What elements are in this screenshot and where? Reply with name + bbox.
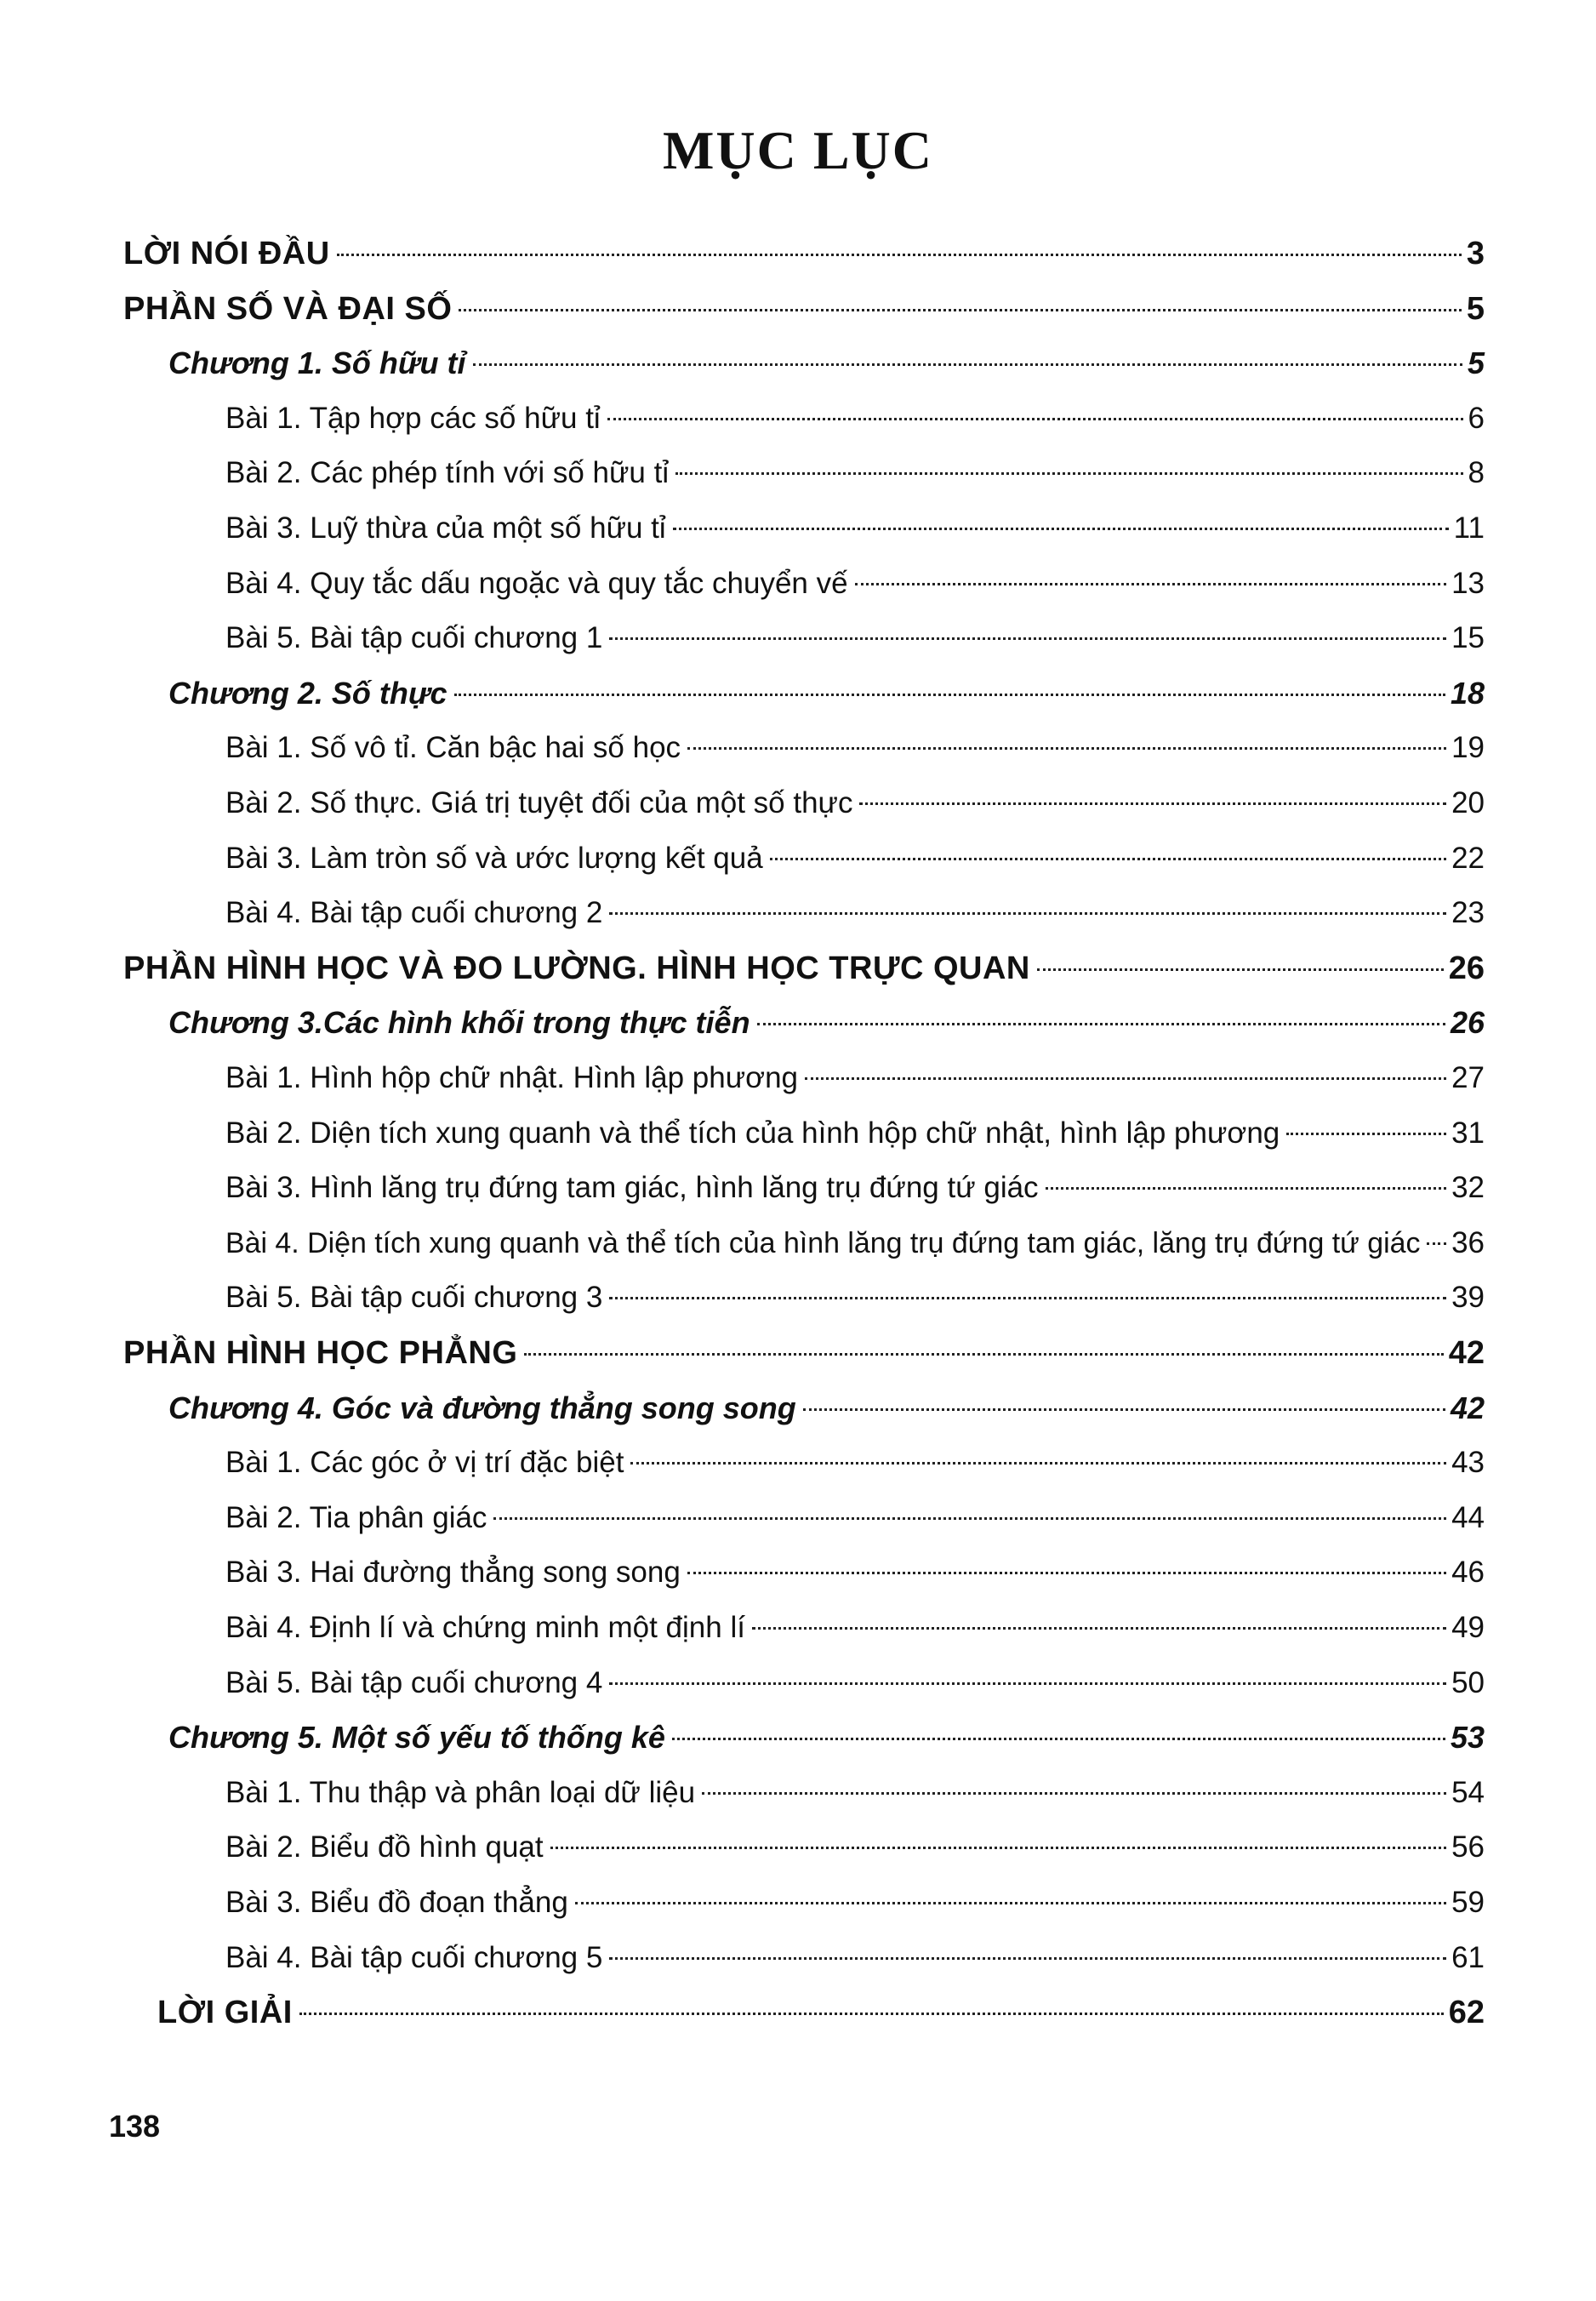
toc-entry-page: 50 [1451,1665,1485,1699]
dot-leader [575,1902,1446,1904]
toc-entry-label: Bài 3. Hai đường thẳng song song [225,1556,681,1590]
toc-part-entry[interactable] [157,1989,1485,2036]
toc-lesson-entry[interactable] [225,889,1485,937]
toc-entry-label: Bài 3. Làm tròn số và ước lượng kết quả [225,841,763,875]
dot-leader [687,1572,1446,1574]
dot-leader [454,694,1445,696]
dot-leader [473,363,1462,366]
dot-leader [752,1627,1446,1630]
dot-leader [609,1957,1446,1960]
dot-leader [1427,1242,1446,1245]
toc-entry-page: 3 [1466,236,1485,271]
toc-entry-page: 42 [1448,1335,1485,1371]
toc-entry-label: Bài 2. Tia phân giác [225,1500,487,1534]
toc-entry-label: Bài 4. Quy tắc dấu ngoặc và quy tắc chuyển vế [225,566,848,600]
toc-entry-page: 15 [1451,621,1485,655]
toc-lesson-entry[interactable] [225,1549,1485,1596]
toc-lesson-entry[interactable] [225,1494,1485,1542]
dot-leader [459,309,1461,311]
toc-entry-page: 32 [1451,1171,1485,1205]
toc-entry-label: Bài 5. Bài tập cuối chương 4 [225,1665,603,1699]
dot-leader [524,1353,1443,1356]
toc-lesson-entry[interactable] [225,1274,1485,1322]
toc-lesson-entry[interactable] [225,1110,1485,1157]
toc-entry-page: 11 [1453,511,1485,545]
toc-entry-page: 26 [1448,950,1485,986]
toc-entry-page: 26 [1450,1005,1485,1041]
toc-part-entry[interactable] [123,285,1485,333]
toc-lesson-entry[interactable] [225,1054,1485,1102]
dot-leader [337,254,1462,256]
toc-entry-label: Chương 5. Một số yếu tố thống kê [168,1720,665,1756]
toc-lesson-entry[interactable] [225,560,1485,608]
dot-leader [630,1462,1446,1465]
dot-leader [493,1517,1446,1520]
toc-entry-page: 19 [1451,731,1485,765]
toc-entry-label: Chương 3.Các hình khối trong thực tiễn [168,1005,750,1041]
toc-entry-page: 18 [1450,675,1485,711]
toc-entry-label: Chương 1. Số hữu tỉ [168,345,466,381]
toc-entry-label: Bài 2. Diện tích xung quanh và thể tích của hình hộp chữ nhật, hình lập phương [225,1116,1280,1150]
toc-entry-label: Bài 1. Tập hợp các số hữu tỉ [225,401,601,435]
toc-entry-page: 61 [1451,1940,1485,1974]
dot-leader [299,2013,1444,2015]
toc-entry-label: PHẦN HÌNH HỌC PHẲNG [123,1335,518,1371]
toc-lesson-entry[interactable] [225,1824,1485,1871]
toc-entry-label: Bài 2. Số thực. Giá trị tuyệt đối của một số thực [225,786,853,819]
toc-entry-page: 27 [1451,1061,1485,1094]
dot-leader [1037,968,1444,971]
dot-leader [609,1297,1446,1299]
toc-chapter-entry[interactable] [168,1385,1485,1432]
dot-leader [609,912,1446,915]
toc-lesson-entry[interactable] [225,1219,1485,1267]
toc-entry-page: 22 [1451,841,1485,875]
toc-entry-label: Bài 2. Biểu đồ hình quạt [225,1830,544,1864]
toc-entry-page: 36 [1451,1225,1485,1259]
toc-lesson-entry[interactable] [225,1439,1485,1487]
dot-leader [803,1408,1445,1411]
toc-entry-page: 54 [1451,1775,1485,1809]
toc-entry-page: 44 [1451,1500,1485,1534]
toc-entry-page: 8 [1468,456,1485,490]
toc-entry-page: 42 [1450,1390,1485,1425]
toc-entry-page: 23 [1451,896,1485,930]
toc-entry-page: 5 [1466,290,1485,327]
toc-part-entry[interactable] [123,230,1485,277]
toc-lesson-entry[interactable] [225,505,1485,552]
toc-entry-label: Bài 2. Các phép tính với số hữu tỉ [225,456,670,490]
toc-part-entry[interactable] [123,945,1485,992]
toc-entry-label: Bài 1. Số vô tỉ. Căn bậc hai số học [225,731,681,765]
dot-leader [1046,1187,1447,1190]
dot-leader [609,637,1446,640]
toc-lesson-entry[interactable] [225,395,1485,442]
toc-entry-label: Bài 4. Diện tích xung quanh và thể tích của hình lăng trụ đứng tam giác, lăng trụ đứng tứ giác [225,1226,1421,1259]
dot-leader [550,1847,1446,1849]
toc-chapter-entry[interactable] [168,999,1485,1047]
toc-chapter-entry[interactable] [168,340,1485,387]
toc-entry-page: 49 [1451,1611,1485,1644]
toc-lesson-entry[interactable] [225,614,1485,662]
toc-entry-page: 31 [1451,1116,1485,1150]
dot-leader [1286,1133,1446,1135]
toc-entry-label: Bài 4. Định lí và chứng minh một định lí [225,1611,745,1644]
dot-leader [859,802,1446,805]
dot-leader [672,1738,1445,1740]
toc-entry-label: Bài 5. Bài tập cuối chương 1 [225,621,603,655]
toc-entry-label: LỜI NÓI ĐẦU [123,236,330,271]
toc-lesson-entry[interactable] [225,1934,1485,1982]
toc-entry-page: 20 [1451,786,1485,819]
toc-entry-page: 13 [1451,566,1485,600]
toc-entry-label: Bài 3. Biểu đồ đoạn thẳng [225,1886,568,1919]
toc-part-entry[interactable] [123,1329,1485,1377]
toc-entry-page: 59 [1451,1886,1485,1919]
dot-leader [770,858,1446,860]
toc-lesson-entry[interactable] [225,1604,1485,1652]
dot-leader [757,1023,1445,1025]
dot-leader [609,1682,1446,1685]
dot-leader [805,1077,1446,1080]
dot-leader [607,418,1463,420]
toc-lesson-entry[interactable] [225,1659,1485,1707]
toc-entry-page: 43 [1451,1446,1485,1480]
toc-entry-label: Bài 3. Luỹ thừa của một số hữu tỉ [225,511,666,545]
toc-entry-label: PHẦN SỐ VÀ ĐẠI SỐ [123,290,453,327]
toc-entry-label: Chương 2. Số thực [168,675,447,711]
dot-leader [702,1792,1446,1795]
toc-entry-page: 56 [1451,1830,1485,1864]
toc-entry-label: LỜI GIẢI [157,1995,293,2031]
toc-lesson-entry[interactable] [225,449,1485,497]
toc-entry-label: Bài 1. Hình hộp chữ nhật. Hình lập phương [225,1061,799,1094]
toc-entry-label: Bài 3. Hình lăng trụ đứng tam giác, hình lăng trụ đứng tứ giác [225,1171,1039,1205]
toc-chapter-entry[interactable] [168,670,1485,717]
toc-lesson-entry[interactable] [225,1769,1485,1817]
toc-lesson-entry[interactable] [225,835,1485,882]
toc-entry-label: Bài 1. Các góc ở vị trí đặc biệt [225,1446,624,1480]
page-title: MỤC LỤC [663,120,933,180]
toc-lesson-entry[interactable] [225,779,1485,827]
toc-entry-label: Bài 4. Bài tập cuối chương 5 [225,1940,603,1974]
toc-entry-label: Bài 4. Bài tập cuối chương 2 [225,896,603,930]
toc-entry-label: Bài 5. Bài tập cuối chương 3 [225,1281,603,1315]
toc-entry-page: 62 [1448,1995,1485,2031]
page-number: 138 [109,2109,161,2144]
toc-lesson-entry[interactable] [225,1879,1485,1927]
toc-entry-label: Bài 1. Thu thập và phân loại dữ liệu [225,1775,696,1809]
dot-leader [687,747,1446,750]
toc-entry-page: 53 [1450,1720,1485,1756]
toc-chapter-entry[interactable] [168,1714,1485,1761]
toc-lesson-entry[interactable] [225,1164,1485,1212]
toc-entry-label: Chương 4. Góc và đường thẳng song song [168,1390,796,1425]
toc-entry-page: 5 [1467,345,1485,381]
dot-leader [675,472,1462,475]
dot-leader [673,528,1449,530]
toc-entry-page: 46 [1451,1556,1485,1590]
toc-entry-page: 39 [1451,1281,1485,1315]
toc-entry-page: 6 [1468,401,1485,435]
toc-lesson-entry[interactable] [225,724,1485,772]
toc-entry-label: PHẦN HÌNH HỌC VÀ ĐO LƯỜNG. HÌNH HỌC TRỰC QUAN [123,950,1030,986]
dot-leader [855,583,1446,585]
